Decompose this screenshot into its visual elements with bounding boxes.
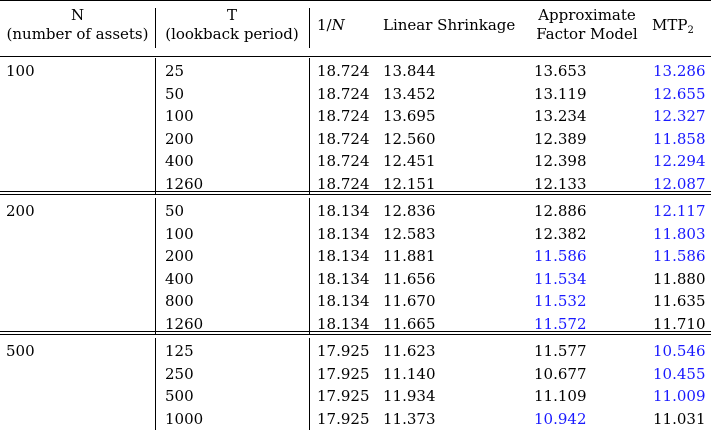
cell-one-over-n: 18.134 xyxy=(317,224,370,243)
cell-lookback: 100 xyxy=(165,224,194,243)
cell-linear-shrinkage: 11.665 xyxy=(383,314,436,333)
cell-mtp2: 11.880 xyxy=(653,269,706,288)
cell-mtp2: 12.087 xyxy=(653,174,706,193)
cell-one-over-n: 18.724 xyxy=(317,62,370,80)
group-2-vline-1 xyxy=(155,198,156,335)
cell-lookback: 50 xyxy=(165,84,185,103)
cell-linear-shrinkage: 11.656 xyxy=(383,269,436,288)
cell-lookback: 125 xyxy=(165,342,194,360)
header-mtp2 xyxy=(652,16,694,40)
cell-one-over-n: 18.134 xyxy=(317,247,370,265)
group-3-vline-2 xyxy=(309,338,310,430)
cell-one-over-n: 18.724 xyxy=(317,129,370,148)
cell-lookback: 1000 xyxy=(165,409,204,428)
cell-linear-shrinkage: 11.670 xyxy=(383,292,436,310)
cell-lookback: 100 xyxy=(165,107,194,125)
cell-afm: 11.577 xyxy=(534,342,587,360)
cell-afm: 11.534 xyxy=(534,269,587,288)
cell-one-over-n: 18.134 xyxy=(317,292,370,310)
cell-linear-shrinkage: 13.695 xyxy=(383,107,436,125)
cell-afm: 12.398 xyxy=(534,152,587,170)
cell-linear-shrinkage: 13.844 xyxy=(383,62,436,80)
cell-afm: 11.532 xyxy=(534,292,587,310)
cell-afm: 12.133 xyxy=(534,174,587,193)
cell-mtp2: 11.635 xyxy=(653,292,706,310)
cell-one-over-n: 18.724 xyxy=(317,84,370,103)
cell-linear-shrinkage: 12.560 xyxy=(383,129,436,148)
group-1-vline-1 xyxy=(155,58,156,195)
cell-linear-shrinkage: 13.452 xyxy=(383,84,436,103)
cell-one-over-n: 18.134 xyxy=(317,269,370,288)
header-afm-line2: Factor Model xyxy=(536,25,638,43)
cell-mtp2: 12.655 xyxy=(653,84,706,103)
top-rule xyxy=(0,0,711,1)
cell-afm: 12.886 xyxy=(534,202,587,220)
cell-afm: 11.572 xyxy=(534,314,587,333)
cell-one-over-n: 18.724 xyxy=(317,152,370,170)
header-t xyxy=(155,6,309,44)
header-one-over-n-n: N xyxy=(331,16,345,34)
header-mtp2-sub: 2 xyxy=(687,25,694,36)
header-afm xyxy=(528,6,646,44)
cell-afm: 12.382 xyxy=(534,224,587,243)
cell-linear-shrinkage: 11.934 xyxy=(383,387,436,405)
cell-lookback: 25 xyxy=(165,62,185,80)
cell-mtp2: 11.710 xyxy=(653,314,706,333)
cell-linear-shrinkage: 11.140 xyxy=(383,364,436,383)
header-mtp2-base: MTP xyxy=(652,16,688,34)
cell-one-over-n: 18.134 xyxy=(317,202,370,220)
cell-afm: 11.586 xyxy=(534,247,587,265)
header-one-over-n xyxy=(317,16,345,35)
cell-mtp2: 10.546 xyxy=(653,342,706,360)
group-n-value: 100 xyxy=(6,62,35,80)
cell-afm: 11.109 xyxy=(534,387,587,405)
cell-lookback: 200 xyxy=(165,129,194,148)
cell-linear-shrinkage: 12.836 xyxy=(383,202,436,220)
cell-mtp2: 11.031 xyxy=(653,409,706,428)
header-linear-shrinkage: Linear Shrinkage xyxy=(383,16,516,34)
cell-linear-shrinkage: 12.451 xyxy=(383,152,436,170)
cell-lookback: 400 xyxy=(165,269,194,288)
group-rule-1b xyxy=(0,194,711,195)
cell-mtp2: 10.455 xyxy=(653,364,706,383)
cell-one-over-n: 17.925 xyxy=(317,387,370,405)
cell-lookback: 50 xyxy=(165,202,185,220)
cell-linear-shrinkage: 11.881 xyxy=(383,247,436,265)
cell-mtp2: 11.858 xyxy=(653,129,706,148)
cell-one-over-n: 18.134 xyxy=(317,314,370,333)
group-1-vline-2 xyxy=(309,58,310,195)
header-n-line2: (number of assets) xyxy=(6,25,149,43)
cell-one-over-n: 18.724 xyxy=(317,107,370,125)
cell-lookback: 250 xyxy=(165,364,194,383)
cell-one-over-n: 17.925 xyxy=(317,364,370,383)
header-one-over-n-prefix: 1/ xyxy=(317,16,332,34)
cell-afm: 10.942 xyxy=(534,409,587,428)
cell-afm: 13.653 xyxy=(534,62,587,80)
group-3-vline-1 xyxy=(155,338,156,430)
cell-mtp2: 12.117 xyxy=(653,202,706,220)
header-t-line2: (lookback period) xyxy=(165,25,299,43)
cell-linear-shrinkage: 12.151 xyxy=(383,174,436,193)
header-rule xyxy=(0,56,711,57)
header-vline-2 xyxy=(309,8,310,48)
group-n-value: 500 xyxy=(6,342,35,360)
cell-lookback: 400 xyxy=(165,152,194,170)
header-t-line1: T xyxy=(226,6,237,24)
cell-mtp2: 11.009 xyxy=(653,387,706,405)
cell-linear-shrinkage: 11.373 xyxy=(383,409,436,428)
group-2-vline-2 xyxy=(309,198,310,335)
cell-one-over-n: 17.925 xyxy=(317,409,370,428)
cell-lookback: 200 xyxy=(165,247,194,265)
cell-mtp2: 13.286 xyxy=(653,62,706,80)
header-n-line1: N xyxy=(70,6,85,24)
group-rule-2b xyxy=(0,334,711,335)
group-n-value: 200 xyxy=(6,202,35,220)
cell-mtp2: 12.294 xyxy=(653,152,706,170)
cell-afm: 13.119 xyxy=(534,84,587,103)
cell-one-over-n: 17.925 xyxy=(317,342,370,360)
header-afm-line1: Approximate xyxy=(538,6,636,24)
cell-lookback: 500 xyxy=(165,387,194,405)
cell-mtp2: 11.586 xyxy=(653,247,706,265)
cell-mtp2: 11.803 xyxy=(653,224,706,243)
cell-lookback: 1260 xyxy=(165,174,204,193)
header-n xyxy=(0,6,155,44)
cell-one-over-n: 18.724 xyxy=(317,174,370,193)
cell-afm: 10.677 xyxy=(534,364,587,383)
cell-linear-shrinkage: 12.583 xyxy=(383,224,436,243)
cell-afm: 13.234 xyxy=(534,107,587,125)
cell-afm: 12.389 xyxy=(534,129,587,148)
cell-linear-shrinkage: 11.623 xyxy=(383,342,436,360)
cell-lookback: 800 xyxy=(165,292,194,310)
cell-lookback: 1260 xyxy=(165,314,204,333)
cell-mtp2: 12.327 xyxy=(653,107,706,125)
